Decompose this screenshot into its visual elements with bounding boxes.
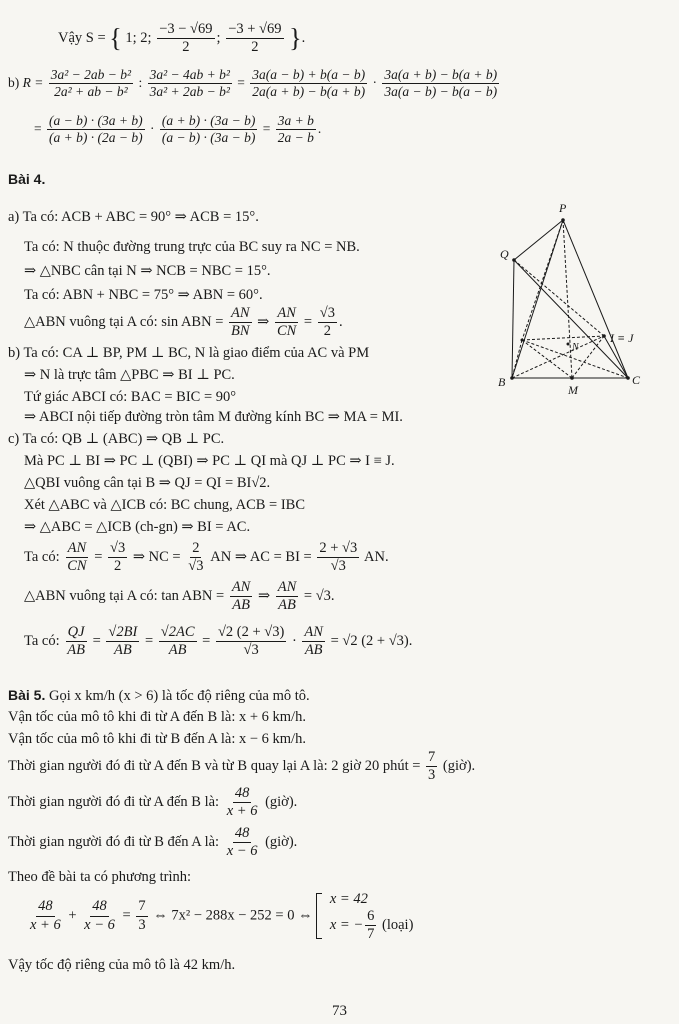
r-expression-line1: b) R = $\frac{\text{3a² − 2ab − b²}}{\text{2a² + ab − b²}}$ : $\frac{\text{3a² − 4ab + b²}}{\text{3a² + 2ab − b²}}$ = $\frac{3a(a - b) + b(a - b)}{2a(a + b) - b(a + b)}$ · $\frac{3a(a + b) - b(a + b)}{3a(a - b) - b(a - b)}$ [8, 67, 498, 100]
b-line-3: Tứ giác ABCI có: BAC = BIC = 90° [24, 389, 237, 405]
label-N: N [572, 342, 579, 353]
a-line-2: Ta có: N thuộc đường trung trực của BC suy ra NC = NB. [24, 239, 360, 255]
bai5-line-6: Thời gian người đó đi từ B đến A là: $\frac{48}{x - 6}$ (giờ). [8, 825, 298, 860]
brace-close: } [289, 23, 302, 53]
page-number: 73 [332, 1003, 347, 1019]
a-line-5: △ABN vuông tại A có: sin ABN = $\frac{AN}{BN}$ ⇒ $\frac{AN}{CN}$ = $\frac{√3}{2}$ . [24, 305, 343, 340]
c-line-6: Ta có: $\frac{AN}{CN}$ = $\frac{√3}{2}$ ⇒ NC = $\frac{2}{√3}$ AN ⇒ AC = BI = $\frac{2 + √3}{√3}$ AN. [24, 540, 389, 575]
a-line-4: Ta có: ABN + NBC = 75° ⇒ ABN = 60°. [24, 287, 263, 303]
label-I: I ≡ J [610, 331, 634, 345]
s-set-start: 1; 2; [125, 30, 152, 47]
c-line-3: △QBI vuông cân tại B ⇒ QJ = QI = BI√2. [24, 475, 271, 491]
brace-open: { [109, 23, 122, 53]
c-line-2: Mà PC ⊥ BI ⇒ PC ⊥ (QBI) ⇒ PC ⊥ QI mà QJ ⊥ PC ⇒ I ≡ J. [24, 453, 395, 469]
segment-PC [563, 220, 628, 378]
segment-BP [512, 220, 563, 378]
solution-bracket [316, 893, 322, 939]
bai5-line-2: Vận tốc của mô tô khi đi từ A đến B là: x + 6 km/h. [8, 709, 306, 725]
c-line-8: Ta có: $\frac{QJ}{AB}$ = $\frac{√2BI}{AB}$ = $\frac{√2AC}{AB}$ = $\frac{√2 (2 + √3)}{√3}$ · $\frac{AN}{AB}$ = √2 (2 + √3). [24, 624, 413, 659]
c-line-4: Xét △ABC và △ICB có: BC chung, ACB = IBC [24, 497, 306, 513]
a-line-3: ⇒ △NBC cân tại N ⇒ NCB = NBC = 15°. [24, 263, 271, 279]
s-frac-2: $\frac{-3 + √69}{2}$ [228, 21, 282, 56]
s-result-line: Vậy S = { 1; 2; $\frac{-3 - √69}{2}$ ; $\frac{-3 + √69}{2}$ }. [58, 21, 306, 56]
bai5-line-7: Theo đề bài ta có phương trình: [8, 869, 192, 885]
b-line-1: b) Ta có: CA ⊥ BP, PM ⊥ BC, N là giao điểm của AC và PM [8, 345, 370, 361]
r-expression-line2: = $\frac{(a - b) \cdot (3a + b)}{(a + b) \cdot (2a - b)}$ · $\frac{(a + b) \cdot (3a - b)}{(a - b) \cdot (3a - b)}$ = $\frac{3a + b}{2a - b}$ . [34, 113, 322, 146]
bai5-conclusion: Vậy tốc độ riêng của mô tô là 42 km/h. [8, 957, 236, 973]
label-B: B [498, 375, 506, 389]
heading-bai-5: Bài 5. [8, 687, 46, 703]
b-line-2: ⇒ N là trực tâm △PBC ⇒ BI ⊥ PC. [24, 367, 235, 383]
bai5-line-1: Bài 5. Gọi x km/h (x > 6) là tốc độ riêng của mô tô. [8, 687, 310, 704]
solution-set: x = 42 x = − $\frac{6}{7}$ (loại) [329, 891, 414, 943]
b-line-4: ⇒ ABCI nội tiếp đường tròn tâm M đường kính BC ⇒ MA = MI. [24, 409, 403, 425]
segment-AI [522, 336, 604, 340]
bai5-line-4: Thời gian người đó đi từ A đến B và từ B quay lại A là: 2 giờ 20 phút = $\frac{7}{3}$ (giờ). [8, 749, 476, 784]
label-C: C [632, 373, 641, 387]
geometry-figure [488, 200, 668, 400]
segment-MA [522, 340, 572, 378]
s-label: Vậy S = [58, 30, 106, 47]
s-frac-1: $\frac{-3 - √69}{2}$ [159, 21, 213, 56]
label-Q: Q [500, 247, 509, 261]
bai5-line-5: Thời gian người đó đi từ A đến B là: $\frac{48}{x + 6}$ (giờ). [8, 785, 298, 820]
heading-bai-4: Bài 4. [8, 171, 46, 187]
label-M: M [568, 383, 578, 397]
a-line-1: a) Ta có: ACB + ABC = 90° ⇒ ACB = 15°. [8, 209, 259, 225]
c-line-7: △ABN vuông tại A có: tan ABN = $\frac{AN}{AB}$ ⇒ $\frac{AN}{AB}$ = √3. [24, 579, 335, 614]
segment-QB [512, 260, 514, 378]
bai5-equation: $\frac{48}{x + 6}$ + $\frac{48}{x - 6}$ = $\frac{7}{3}$ ⇔ 7x² − 288x − 252 = 0 ⇔ x = 42 x = − $\frac{6}{7}$ (loại) [30, 891, 414, 943]
label-P: P [559, 201, 567, 215]
c-line-5: ⇒ △ABC = △ICB (ch-gn) ⇒ BI = AC. [24, 519, 251, 535]
segment-BI [512, 336, 604, 378]
bai5-line-3: Vận tốc của mô tô khi đi từ B đến A là: x − 6 km/h. [8, 731, 306, 747]
c-line-1: c) Ta có: QB ⊥ (ABC) ⇒ QB ⊥ PC. [8, 431, 225, 447]
